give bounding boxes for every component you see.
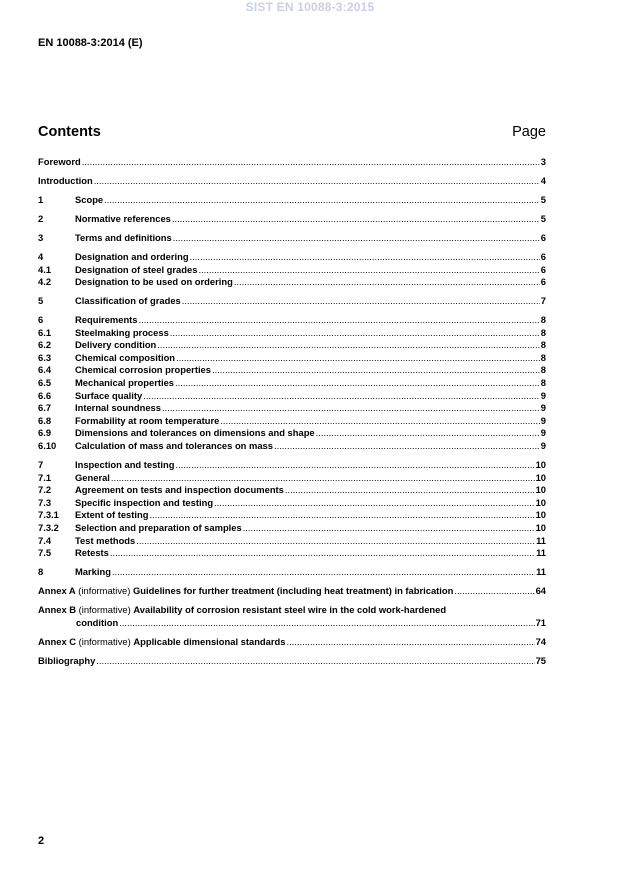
annex-qualifier: (informative) (78, 635, 131, 647)
toc-annex-entry[interactable] (38, 636, 546, 649)
toc-entry-number: 8 (38, 566, 44, 578)
annex-title: Applicable dimensional standards (133, 635, 286, 647)
toc-entry[interactable] (38, 484, 546, 497)
toc-entry-page: 11 (536, 566, 546, 578)
toc-leader-dots (94, 175, 540, 188)
toc-entry-title: Formability at room temperature (75, 414, 220, 426)
toc-entry-title: Delivery condition (75, 339, 157, 351)
toc-entry-title: Test methods (75, 534, 136, 546)
toc-entry-title: General (75, 471, 110, 483)
toc-entry-number: 4 (38, 250, 44, 262)
toc-entry-number: 4.2 (38, 276, 52, 288)
toc-entry-page: 5 (540, 212, 546, 224)
toc-entry[interactable] (38, 522, 546, 535)
toc-entry-number: 6.6 (38, 389, 52, 401)
toc-entry-number: 4.1 (38, 263, 52, 275)
toc-leader-dots (220, 415, 539, 428)
toc-entry-page: 74 (535, 635, 546, 647)
toc-entry-number: 6.9 (38, 427, 52, 439)
toc-entry[interactable] (38, 364, 546, 377)
toc-leader-dots (112, 566, 535, 579)
toc-entry[interactable] (38, 295, 546, 308)
toc-entry-page: 6 (540, 263, 546, 275)
toc-entry-title: Surface quality (75, 389, 143, 401)
toc-entry-number: 2 (38, 212, 44, 224)
toc-entry[interactable] (38, 251, 546, 264)
toc-leader-dots (82, 156, 540, 169)
toc-entry[interactable] (38, 194, 546, 207)
toc-entry-page: 8 (540, 351, 546, 363)
toc-entry-title: Terms and definitions (75, 231, 172, 243)
toc-leader-dots (234, 276, 540, 289)
toc-entry-page: 10 (535, 521, 546, 533)
toc-entry[interactable] (38, 440, 546, 453)
toc-entry-title: Specific inspection and testing (75, 496, 214, 508)
toc-entry-page: 75 (535, 654, 546, 666)
toc-entry-number: 6.5 (38, 377, 52, 389)
toc-entry-page: 9 (540, 427, 546, 439)
toc-entry-number: 6 (38, 314, 44, 326)
toc-entry-page: 6 (540, 231, 546, 243)
toc-leader-dots (172, 213, 540, 226)
toc-entry-number: 7.2 (38, 484, 52, 496)
toc-entry[interactable] (38, 459, 546, 472)
toc-entry-number: 6.1 (38, 326, 52, 338)
table-of-contents (38, 156, 546, 667)
toc-entry-page: 10 (535, 484, 546, 496)
toc-entry-page: 10 (535, 471, 546, 483)
toc-entry-title: Mechanical properties (75, 377, 174, 389)
toc-entry-number: 7 (38, 459, 44, 470)
toc-leader-dots (143, 390, 540, 403)
toc-leader-dots (214, 497, 535, 510)
toc-annex-title (38, 585, 453, 598)
annex-qualifier: (informative) (78, 604, 131, 616)
toc-entry-page: 10 (535, 459, 546, 470)
toc-entry-title: Classification of grades (75, 295, 181, 307)
toc-leader-dots (198, 264, 539, 277)
toc-entry-page: 8 (540, 314, 546, 326)
toc-entry-number: 5 (38, 295, 44, 307)
toc-leader-dots (96, 655, 534, 668)
toc-entry-page: 8 (540, 377, 546, 389)
toc-leader-dots (170, 327, 540, 340)
toc-entry[interactable] (38, 327, 546, 340)
toc-entry-title: Agreement on tests and inspection documents (75, 484, 284, 496)
toc-entry-title: Chemical composition (75, 351, 176, 363)
toc-entry-page: 8 (540, 326, 546, 338)
toc-leader-dots (212, 364, 540, 377)
toc-leader-dots (274, 440, 540, 453)
toc-entry-title: Inspection and testing (75, 459, 175, 470)
toc-leader-dots (316, 427, 540, 440)
toc-entry-title: Designation to be used on ordering (75, 276, 233, 288)
document-id: EN 10088-3:2014 (E) (38, 37, 143, 49)
toc-entry-page: 6 (540, 276, 546, 288)
toc-leader-dots (243, 522, 535, 535)
toc-entry[interactable] (38, 213, 546, 226)
toc-entry-title: Dimensions and tolerances on dimensions and shape (75, 427, 315, 439)
toc-annex-title (38, 636, 285, 649)
toc-entry-page: 9 (540, 402, 546, 414)
toc-entry-number: 3 (38, 231, 44, 243)
toc-entry[interactable] (38, 276, 546, 289)
toc-entry-number: 6.7 (38, 402, 52, 414)
toc-entry-page: 5 (540, 193, 546, 205)
toc-leader-dots (162, 402, 540, 415)
toc-entry-title: Steelmaking process (75, 326, 169, 338)
toc-entry[interactable] (38, 232, 546, 245)
toc-entry-number: 6.8 (38, 414, 52, 426)
toc-entry[interactable] (38, 547, 546, 560)
toc-leader-dots (182, 295, 540, 308)
toc-entry[interactable] (38, 535, 546, 548)
toc-leader-dots (285, 484, 535, 497)
toc-leader-dots (454, 585, 534, 598)
toc-leader-dots (119, 617, 534, 630)
toc-entry-page: 10 (535, 509, 546, 521)
toc-leader-dots (176, 352, 540, 365)
annex-title: Guidelines for further treatment (including heat treatment) in fabrication (133, 585, 454, 597)
toc-entry-title: Retests (75, 547, 109, 559)
toc-entry-title: Extent of testing (75, 509, 149, 521)
annex-key: Annex C (38, 635, 77, 647)
toc-entry-page: 11 (536, 547, 546, 559)
toc-entry-title: Requirements (75, 314, 138, 326)
toc-entry-title: Internal soundness (75, 402, 161, 414)
toc-entry-page: 9 (540, 440, 546, 452)
toc-entry-title: Scope (75, 193, 104, 205)
page-number: 2 (38, 835, 45, 847)
toc-entry[interactable] (38, 390, 546, 403)
toc-leader-dots (104, 194, 540, 207)
toc-entry-page: 8 (540, 364, 546, 376)
toc-entry-page: 4 (540, 174, 546, 186)
toc-annex-entry[interactable] (38, 604, 546, 617)
toc-entry[interactable] (38, 566, 546, 579)
toc-entry-number: 6.2 (38, 339, 52, 351)
toc-entry-number: 6.3 (38, 351, 52, 363)
toc-entry-page: 3 (540, 156, 546, 167)
toc-entry-page: 9 (540, 414, 546, 426)
toc-entry-page: 9 (540, 389, 546, 401)
toc-entry-title: Foreword (38, 156, 81, 167)
page-column-label: Page (512, 124, 546, 140)
toc-entry-title: Bibliography (38, 654, 96, 666)
watermark: SIST EN 10088-3:2015 (245, 0, 375, 14)
annex-key: Annex B (38, 604, 77, 616)
toc-entry[interactable] (38, 377, 546, 390)
toc-bibliography-entry[interactable] (38, 655, 546, 668)
toc-leader-dots (111, 472, 535, 485)
annex-key: Annex A (38, 585, 76, 597)
toc-entry-page: 10 (535, 496, 546, 508)
toc-entry[interactable] (38, 156, 546, 169)
toc-entry-title: Designation and ordering (75, 250, 189, 262)
toc-entry-title: Selection and preparation of samples (75, 521, 242, 533)
toc-leader-dots (173, 232, 540, 245)
toc-entry-title: Designation of steel grades (75, 263, 198, 275)
toc-leader-dots (190, 251, 540, 264)
toc-entry-number: 1 (38, 193, 44, 205)
toc-leader-dots (139, 314, 540, 327)
toc-entry[interactable] (38, 314, 546, 327)
toc-annex-title (38, 604, 446, 617)
toc-entry-page: 6 (540, 250, 546, 262)
toc-entry[interactable] (38, 509, 546, 522)
toc-entry-page: 7 (540, 295, 546, 307)
toc-entry-number: 6.4 (38, 364, 52, 376)
toc-entry[interactable] (38, 352, 546, 365)
toc-annex-entry-continued[interactable] (38, 617, 546, 630)
toc-entry-title: Introduction (38, 174, 93, 186)
toc-entry-number: 7.3 (38, 496, 52, 508)
toc-entry-page: 71 (535, 616, 546, 628)
annex-qualifier: (informative) (78, 585, 131, 597)
toc-entry-title: Normative references (75, 212, 171, 224)
toc-entry[interactable] (38, 415, 546, 428)
toc-leader-dots (175, 377, 540, 390)
toc-leader-dots (176, 459, 535, 472)
annex-title: Availability of corrosion resistant steel wire in the cold work-hardened (133, 604, 447, 616)
toc-entry-number: 7.4 (38, 534, 52, 546)
toc-leader-dots (136, 535, 535, 548)
toc-entry[interactable] (38, 497, 546, 510)
toc-leader-dots (286, 636, 534, 649)
toc-entry[interactable] (38, 402, 546, 415)
toc-entry[interactable] (38, 175, 546, 188)
toc-entry[interactable] (38, 472, 546, 485)
toc-leader-dots (110, 547, 535, 560)
toc-annex-entry[interactable] (38, 585, 546, 598)
toc-entry[interactable] (38, 264, 546, 277)
toc-entry[interactable] (38, 427, 546, 440)
contents-title: Contents (38, 124, 101, 140)
toc-entry[interactable] (38, 339, 546, 352)
toc-entry-title: Calculation of mass and tolerances on mass (75, 440, 273, 452)
toc-leader-dots (149, 509, 534, 522)
toc-entry-number: 7.3.1 (38, 509, 59, 521)
toc-entry-number: 7.5 (38, 547, 52, 559)
annex-title-continued: condition (76, 616, 119, 628)
toc-entry-title: Marking (75, 566, 111, 578)
toc-entry-page: 8 (540, 339, 546, 351)
toc-entry-page: 64 (535, 585, 546, 597)
toc-entry-title: Chemical corrosion properties (75, 364, 211, 376)
toc-entry-page: 11 (536, 534, 546, 546)
toc-entry-number: 7.3.2 (38, 521, 59, 533)
toc-leader-dots (157, 339, 540, 352)
toc-entry-number: 6.10 (38, 440, 57, 452)
toc-entry-number: 7.1 (38, 471, 52, 483)
